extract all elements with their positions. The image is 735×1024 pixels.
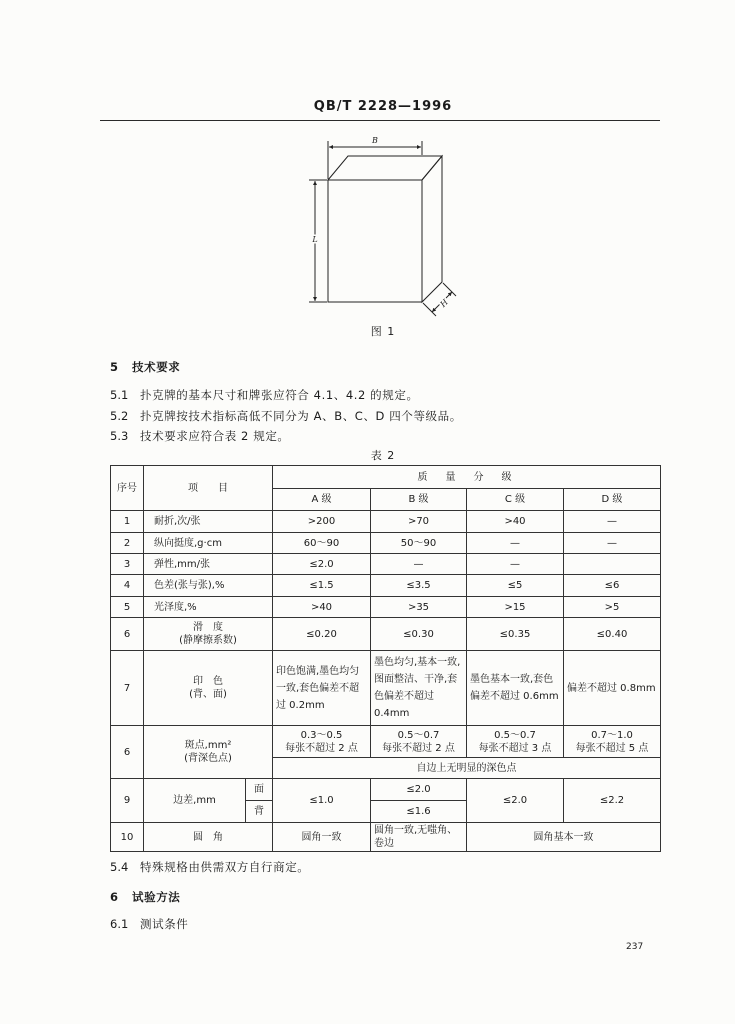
value-grade-b: 圆角一致,无嗤角、卷边	[371, 823, 467, 852]
spot-size-range: 0.5～0.7	[397, 729, 440, 741]
row-item-name: 印 色	[193, 676, 223, 687]
row-item-name: 滑 度	[193, 622, 223, 633]
value-grade-c	[467, 726, 564, 758]
table-row	[111, 554, 661, 575]
row-item: 边差,mm	[144, 779, 246, 823]
value-grade-a: ≤2.0	[273, 554, 371, 575]
value-grade-d: —	[564, 533, 661, 554]
row-item-note: (静摩擦系数)	[179, 635, 237, 646]
value-grade-c: —	[467, 554, 564, 575]
value-grade-b: ≤3.5	[371, 575, 467, 597]
row-no: 1	[111, 511, 144, 533]
row-no: 7	[111, 651, 144, 726]
table-caption: 表 2	[370, 449, 396, 462]
value-grade-c: —	[467, 533, 564, 554]
table-row	[111, 823, 661, 852]
header-grade-c: C 级	[467, 489, 564, 511]
value-grade-c: ≤0.35	[467, 618, 564, 651]
table-row	[111, 618, 661, 651]
dim-b-label: B	[372, 136, 378, 145]
row-item	[144, 618, 273, 651]
value-grade-b-face: ≤2.0	[371, 779, 467, 801]
header-item: 项 目	[144, 466, 273, 511]
clause-5-1	[110, 388, 419, 402]
clause-text: 测试条件	[140, 917, 189, 931]
spot-size-range: 0.7～1.0	[591, 729, 633, 741]
table-row	[111, 726, 661, 758]
value-grade-c: ≤5	[467, 575, 564, 597]
value-grade-b: >35	[371, 597, 467, 618]
back-label: 背	[246, 801, 273, 823]
header-grade-b: B 级	[371, 489, 467, 511]
spot-count-limit: 每张不超过 3 点	[478, 742, 552, 754]
header-grade-d: D 级	[564, 489, 661, 511]
value-grade-c: ≤2.0	[467, 779, 564, 823]
value-grade-b: 50～90	[371, 533, 467, 554]
row-item: 耐折,次/张	[144, 511, 273, 533]
value-grade-a: ≤1.5	[273, 575, 371, 597]
value-grade-d: ≤6	[564, 575, 661, 597]
value-grade-d: —	[564, 511, 661, 533]
row-item-note: (背深色点)	[184, 753, 232, 764]
clause-text: 技术要求应符合表 2 规定。	[140, 429, 290, 443]
row-item: 光泽度,%	[144, 597, 273, 618]
table-row	[111, 575, 661, 597]
value-grade-b: ≤0.30	[371, 618, 467, 651]
value-grade-b	[371, 726, 467, 758]
row-item: 弹性,mm/张	[144, 554, 273, 575]
section-number: 5	[110, 360, 119, 374]
row-item	[144, 726, 273, 779]
row-item: 纵向挺度,g·cm	[144, 533, 273, 554]
value-grade-c: >40	[467, 511, 564, 533]
row-no: 9	[111, 779, 144, 823]
spot-note: 自边上无明显的深色点	[273, 758, 661, 779]
value-grade-b-back: ≤1.6	[371, 801, 467, 823]
clause-number: 6.1	[110, 917, 129, 931]
row-item-name: 斑点,mm²	[184, 740, 232, 751]
value-grade-c: >15	[467, 597, 564, 618]
value-grade-b: >70	[371, 511, 467, 533]
value-grade-a: ≤1.0	[273, 779, 371, 823]
standard-code-header: QB/T 2228—1996	[313, 99, 453, 114]
face-label: 面	[246, 779, 273, 801]
spot-count-limit: 每张不超过 2 点	[285, 742, 358, 754]
row-no: 3	[111, 554, 144, 575]
section-title: 技术要求	[132, 360, 181, 374]
value-grade-d: ≤0.40	[564, 618, 661, 651]
value-grade-a: >40	[273, 597, 371, 618]
value-grade-c: 墨色基本一致,套色偏差不超过 0.6mm	[467, 651, 564, 726]
header-grade-a: A 级	[273, 489, 371, 511]
header-serial: 序号	[111, 466, 144, 511]
card-front-face	[328, 180, 422, 302]
value-grade-d: 偏差不超过 0.8mm	[564, 651, 661, 726]
clause-text: 特殊规格由供需双方自行商定。	[140, 860, 310, 874]
table-row	[111, 597, 661, 618]
value-grade-a: ≤0.20	[273, 618, 371, 651]
clause-number: 5.4	[110, 860, 129, 874]
value-grade-d: ≤2.2	[564, 779, 661, 823]
table-row	[111, 533, 661, 554]
value-grade-a: 60～90	[273, 533, 371, 554]
row-item	[144, 651, 273, 726]
quality-grade-table	[110, 465, 661, 852]
value-grade-d	[564, 726, 661, 758]
clause-text: 扑克牌的基本尺寸和牌张应符合 4.1、4.2 的规定。	[140, 388, 419, 402]
value-grade-a: 印色饱满,墨色均匀一致,套色偏差不超过 0.2mm	[273, 651, 371, 726]
dim-h-label: H	[438, 297, 450, 309]
section-number: 6	[110, 890, 119, 904]
clause-text: 扑克牌按技术指标高低不同分为 A、B、C、D 四个等级品。	[140, 409, 462, 423]
figure-caption: 图 1	[370, 325, 396, 338]
section-6-heading	[110, 890, 180, 904]
figure-1-card-diagram	[290, 128, 480, 324]
clause-number: 5.3	[110, 429, 129, 443]
value-grade-a	[273, 726, 371, 758]
header-rule	[100, 120, 660, 121]
clause-5-4	[110, 860, 309, 874]
value-grade-b: —	[371, 554, 467, 575]
clause-5-3	[110, 429, 290, 443]
value-grade-c-d: 圆角基本一致	[467, 823, 661, 852]
table-header-row	[111, 466, 661, 489]
row-no: 5	[111, 597, 144, 618]
value-grade-d	[564, 554, 661, 575]
spot-count-limit: 每张不超过 5 点	[575, 742, 649, 754]
table-row	[111, 651, 661, 726]
row-item: 圆 角	[144, 823, 273, 852]
section-title: 试验方法	[132, 890, 181, 904]
clause-5-2	[110, 409, 462, 423]
table-row	[111, 511, 661, 533]
clause-number: 5.1	[110, 388, 129, 402]
page-number: 237	[626, 942, 644, 952]
row-no: 10	[111, 823, 144, 852]
spot-count-limit: 每张不超过 2 点	[382, 742, 455, 754]
row-item: 色差(张与张),%	[144, 575, 273, 597]
clause-number: 5.2	[110, 409, 129, 423]
row-no: 6	[111, 726, 144, 779]
row-no: 2	[111, 533, 144, 554]
spot-size-range: 0.3～0.5	[300, 729, 343, 741]
table-row	[111, 779, 661, 801]
row-item-note: (背、面)	[189, 689, 227, 700]
value-grade-d: >5	[564, 597, 661, 618]
clause-6-1	[110, 917, 188, 931]
header-quality-grade: 质 量 分 级	[273, 466, 661, 489]
value-grade-a: 圆角一致	[273, 823, 371, 852]
section-5-heading	[110, 360, 180, 374]
card-side-face	[422, 156, 442, 302]
row-no: 4	[111, 575, 144, 597]
value-grade-b: 墨色均匀,基本一致,图面整洁、干净,套色偏差不超过 0.4mm	[371, 651, 467, 726]
spot-size-range: 0.5～0.7	[494, 729, 536, 741]
dim-l-label: L	[312, 235, 318, 244]
row-no: 6	[111, 618, 144, 651]
value-grade-a: >200	[273, 511, 371, 533]
